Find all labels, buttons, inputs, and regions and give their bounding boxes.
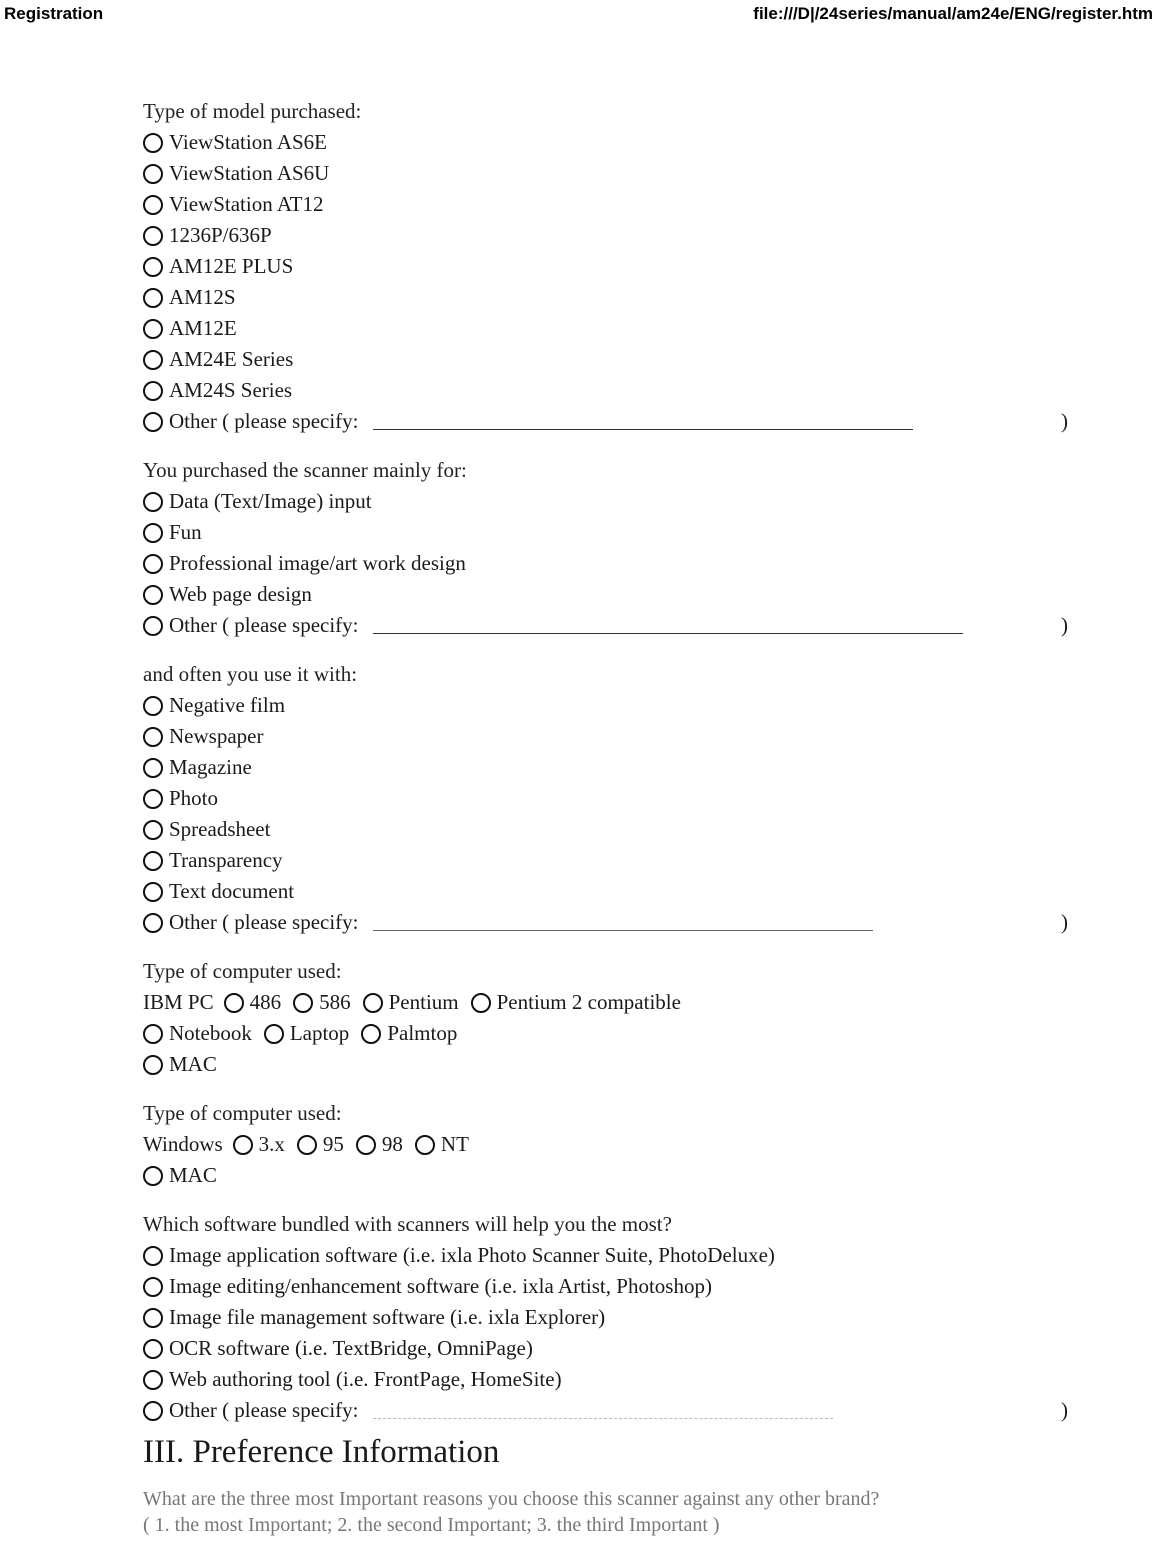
radio-button-icon[interactable]	[143, 164, 163, 184]
option-label: Text document	[169, 879, 295, 903]
option-label: 486	[249, 990, 282, 1014]
radio-button-icon[interactable]	[233, 1135, 253, 1155]
option-label: Other ( please specify:	[169, 910, 359, 934]
usage-option[interactable]	[143, 876, 1083, 907]
purpose-section	[143, 455, 1083, 641]
radio-button-icon[interactable]	[471, 993, 491, 1013]
computer-option[interactable]	[361, 1018, 457, 1049]
option-label: 98	[381, 1132, 403, 1156]
option-label: AM24E Series	[169, 347, 294, 371]
radio-button-icon[interactable]	[143, 195, 163, 215]
model-option[interactable]	[143, 251, 1083, 282]
radio-button-icon[interactable]	[143, 319, 163, 339]
software-section	[143, 1209, 1083, 1426]
option-label: Negative film	[169, 693, 286, 717]
closing-paren: )	[1061, 1398, 1068, 1422]
radio-button-icon[interactable]	[143, 554, 163, 574]
software-option[interactable]	[143, 1333, 1083, 1364]
radio-button-icon[interactable]	[143, 727, 163, 747]
model-option[interactable]	[143, 127, 1083, 158]
software-other-field[interactable]	[373, 1402, 833, 1419]
os-option-mac[interactable]	[143, 1160, 1083, 1191]
radio-button-icon[interactable]	[143, 1277, 163, 1297]
model-option[interactable]	[143, 282, 1083, 313]
closing-paren: )	[1061, 613, 1068, 637]
purpose-option[interactable]	[143, 517, 1083, 548]
option-label: MAC	[169, 1163, 217, 1187]
radio-button-icon[interactable]	[415, 1135, 435, 1155]
computer-option-mac[interactable]	[143, 1049, 1083, 1080]
page-header-title: Registration	[4, 4, 104, 23]
option-label: Other ( please specify:	[169, 613, 359, 637]
usage-option[interactable]	[143, 690, 1083, 721]
option-label: OCR software (i.e. TextBridge, OmniPage)	[169, 1336, 533, 1360]
option-label: MAC	[169, 1052, 217, 1076]
usage-option[interactable]	[143, 814, 1083, 845]
radio-button-icon[interactable]	[143, 492, 163, 512]
model-option[interactable]	[143, 344, 1083, 375]
option-label: AM24S Series	[169, 378, 293, 402]
preference-note: ( 1. the most Important; 2. the second Important; 3. the third Important )	[143, 1514, 720, 1536]
software-option[interactable]	[143, 1302, 1083, 1333]
usage-other-option[interactable]	[143, 907, 1083, 938]
model-option[interactable]	[143, 189, 1083, 220]
radio-button-icon[interactable]	[143, 226, 163, 246]
software-question: Which software bundled with scanners will help you the most?	[143, 1212, 672, 1236]
radio-button-icon[interactable]	[143, 1370, 163, 1390]
model-other-field[interactable]	[373, 413, 913, 430]
radio-button-icon[interactable]	[363, 993, 383, 1013]
computer-option[interactable]	[264, 1018, 349, 1049]
radio-button-icon[interactable]	[143, 1166, 163, 1186]
radio-button-icon[interactable]	[143, 851, 163, 871]
computer-question: Type of computer used:	[143, 959, 342, 983]
radio-button-icon[interactable]	[143, 913, 163, 933]
computer-option[interactable]	[293, 987, 351, 1018]
purpose-question: You purchased the scanner mainly for:	[143, 458, 467, 482]
radio-button-icon[interactable]	[143, 1308, 163, 1328]
radio-button-icon[interactable]	[143, 616, 163, 636]
radio-button-icon[interactable]	[143, 1246, 163, 1266]
radio-button-icon[interactable]	[143, 1339, 163, 1359]
purpose-option[interactable]	[143, 548, 1083, 579]
option-label: 95	[322, 1132, 344, 1156]
software-other-option[interactable]	[143, 1395, 1083, 1426]
usage-section	[143, 659, 1083, 938]
option-label: ViewStation AS6E	[169, 130, 327, 154]
page-header-url: file:///D|/24series/manual/am24e/ENG/register.htm	[753, 4, 1153, 23]
preference-heading: III. Preference Information	[143, 1434, 500, 1470]
computer-row-portable	[143, 1018, 1083, 1049]
purpose-other-field[interactable]	[373, 617, 963, 634]
os-option[interactable]	[233, 1129, 285, 1160]
purpose-option[interactable]	[143, 579, 1083, 610]
option-label: Other ( please specify:	[169, 409, 359, 433]
os-lead-label: Windows	[143, 1132, 223, 1156]
option-label: Laptop	[289, 1021, 350, 1045]
option-label: Web authoring tool (i.e. FrontPage, HomeSite)	[169, 1367, 562, 1391]
computer-option[interactable]	[471, 987, 681, 1018]
closing-paren: )	[1061, 910, 1068, 934]
radio-button-icon[interactable]	[143, 133, 163, 153]
preference-question: What are the three most Important reasons you choose this scanner against any other brand?	[143, 1488, 880, 1510]
option-label: Web page design	[169, 582, 312, 606]
option-label: Image file management software (i.e. ixla Explorer)	[169, 1305, 606, 1329]
option-label: Pentium	[388, 990, 459, 1014]
os-section	[143, 1098, 1083, 1191]
radio-button-icon[interactable]	[143, 1401, 163, 1421]
os-option[interactable]	[415, 1129, 469, 1160]
computer-option[interactable]	[363, 987, 459, 1018]
radio-button-icon[interactable]	[143, 381, 163, 401]
option-label: Pentium 2 compatible	[496, 990, 681, 1014]
option-label: Newspaper	[169, 724, 264, 748]
option-label: Spreadsheet	[169, 817, 271, 841]
radio-button-icon[interactable]	[297, 1135, 317, 1155]
os-row-windows	[143, 1129, 1083, 1160]
model-option[interactable]	[143, 375, 1083, 406]
option-label: AM12S	[169, 285, 236, 309]
radio-button-icon[interactable]	[143, 412, 163, 432]
option-label: 586	[319, 990, 351, 1014]
model-option[interactable]	[143, 313, 1083, 344]
option-label: AM12E PLUS	[169, 254, 294, 278]
os-question: Type of computer used:	[143, 1101, 342, 1125]
radio-button-icon[interactable]	[224, 993, 244, 1013]
option-label: AM12E	[169, 316, 237, 340]
option-label: ViewStation AT12	[169, 192, 324, 216]
registration-form	[143, 96, 1083, 1538]
radio-button-icon[interactable]	[143, 696, 163, 716]
radio-button-icon[interactable]	[143, 820, 163, 840]
closing-paren: )	[1061, 409, 1068, 433]
model-question: Type of model purchased:	[143, 99, 362, 123]
purpose-other-option[interactable]	[143, 610, 1083, 641]
option-label: Photo	[169, 786, 219, 810]
radio-button-icon[interactable]	[143, 288, 163, 308]
radio-button-icon[interactable]	[293, 993, 313, 1013]
radio-button-icon[interactable]	[264, 1024, 284, 1044]
option-label: Professional image/art work design	[169, 551, 466, 575]
software-option[interactable]	[143, 1240, 1083, 1271]
option-label: 3.x	[258, 1132, 285, 1156]
radio-button-icon[interactable]	[356, 1135, 376, 1155]
usage-question: and often you use it with:	[143, 662, 358, 686]
purpose-option[interactable]	[143, 486, 1083, 517]
computer-option[interactable]	[224, 987, 282, 1018]
option-label: Magazine	[169, 755, 252, 779]
option-label: Palmtop	[387, 1021, 458, 1045]
option-label: NT	[440, 1132, 469, 1156]
radio-button-icon[interactable]	[143, 257, 163, 277]
software-option[interactable]	[143, 1364, 1083, 1395]
option-label: Other ( please specify:	[169, 1398, 359, 1422]
radio-button-icon[interactable]	[143, 523, 163, 543]
os-option[interactable]	[356, 1129, 403, 1160]
option-label: 1236P/636P	[169, 223, 272, 247]
radio-button-icon[interactable]	[143, 585, 163, 605]
usage-option[interactable]	[143, 783, 1083, 814]
computer-row-ibm	[143, 987, 1083, 1018]
radio-button-icon[interactable]	[143, 1055, 163, 1075]
option-label: Fun	[169, 520, 202, 544]
model-section	[143, 96, 1083, 437]
option-label: Image editing/enhancement software (i.e. ixla Artist, Photoshop)	[169, 1274, 712, 1298]
computer-lead-label: IBM PC	[143, 990, 214, 1014]
usage-option[interactable]	[143, 721, 1083, 752]
radio-button-icon[interactable]	[143, 350, 163, 370]
usage-other-field[interactable]	[373, 914, 873, 931]
option-label: Data (Text/Image) input	[169, 489, 372, 513]
model-option[interactable]	[143, 158, 1083, 189]
radio-button-icon[interactable]	[143, 758, 163, 778]
radio-button-icon[interactable]	[143, 789, 163, 809]
os-option[interactable]	[297, 1129, 344, 1160]
option-label: Transparency	[169, 848, 283, 872]
computer-option[interactable]	[143, 1018, 252, 1049]
usage-option[interactable]	[143, 845, 1083, 876]
radio-button-icon[interactable]	[143, 1024, 163, 1044]
radio-button-icon[interactable]	[361, 1024, 381, 1044]
usage-option[interactable]	[143, 752, 1083, 783]
option-label: Notebook	[169, 1021, 252, 1045]
option-label: Image application software (i.e. ixla Photo Scanner Suite, PhotoDeluxe)	[169, 1243, 775, 1267]
software-option[interactable]	[143, 1271, 1083, 1302]
option-label: ViewStation AS6U	[169, 161, 330, 185]
model-option[interactable]	[143, 220, 1083, 251]
computer-section	[143, 956, 1083, 1080]
model-other-option[interactable]	[143, 406, 1083, 437]
radio-button-icon[interactable]	[143, 882, 163, 902]
